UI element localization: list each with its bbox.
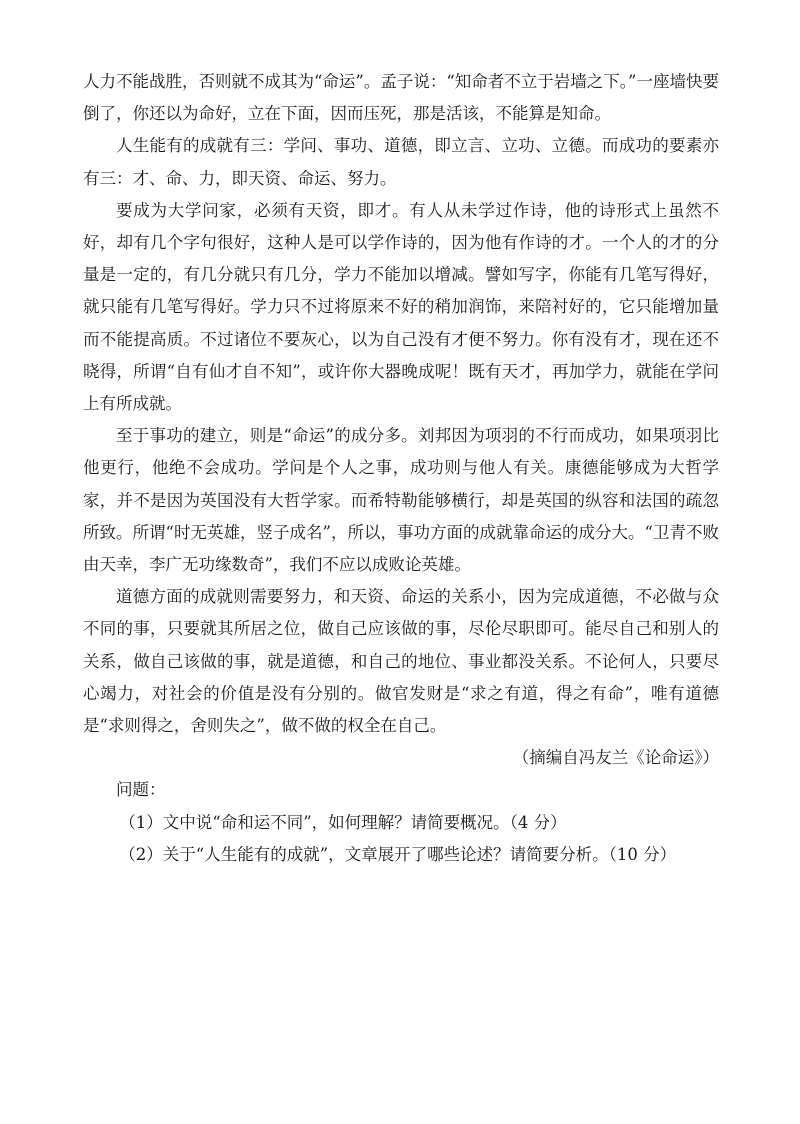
document-page: [83, 66, 719, 871]
passage-paragraph-4: 至于事功的建立，则是“命运”的成分多。刘邦因为项羽的不行而成功，如果项羽比他更行，他绝不会成功。学问是个人之事，成功则与他人有关。康德能够成为大哲学家，并不是因为英国没有大哲学家。而希特勒能够横行，却是英国的纵容和法国的疏忽所致。所谓“时无英雄，竖子成名”，所以，事功方面的成就靠命运的成分大。“卫青不败由天幸，李广无功缘数奇”，我们不应以成败论英雄。: [83, 426, 719, 575]
passage-paragraph-3: 要成为大学问家，必须有天资，即才。有人从未学过作诗，他的诗形式上虽然不好，却有几个字句很好，这种人是可以学作诗的，因为他有作诗的才。一个人的才的分量是一定的，有几分就只有几分，学力不能加以增减。譬如写字，你能有几笔写得好，就只能有几笔写得好。学力只不过将原来不好的稍加润饰，来陪衬好的，它只能增加量而不能提高质。不过诸位不要灰心，以为自己没有才便不努力。你有没有才，现在还不晓得，所谓“自有仙才自不知”，或许你大器晚成呢！既有天才，再加学力，就能在学问上有所成就。: [83, 200, 719, 414]
passage-paragraph-2: 人生能有的成就有三：学问、事功、道德，即立言、立功、立德。而成功的要素亦有三：才、命、力，即天资、命运、努力。: [83, 136, 719, 188]
passage-paragraph-1: 人力不能战胜，否则就不成其为“命运”。孟子说：“知命者不立于岩墙之下。”一座墙快要倒了，你还以为命好，立在下面，因而压死，那是活该，不能算是知命。: [83, 72, 719, 124]
question-1: （1）文中说“命和运不同”，如何理解？请简要概况。（4 分）: [119, 812, 567, 832]
source-citation: （摘编自冯友兰《论命运》）: [512, 748, 719, 768]
question-2: （2）关于“人生能有的成就”，文章展开了哪些论述？请简要分析。（10 分）: [119, 844, 677, 864]
questions-heading: 问题：: [116, 780, 166, 800]
passage-paragraph-5: 道德方面的成就则需要努力，和天资、命运的关系小，因为完成道德，不必做与众不同的事，只要就其所居之位，做自己应该做的事，尽伦尽职即可。能尽自己和别人的关系，做自己该做的事，就是道德，和自己的地位、事业都没关系。不论何人，只要尽心竭力，对社会的价值是没有分别的。做官发财是“求之有道，得之有命”，唯有道德是“求则得之，舍则失之”，做不做的权全在自己。: [83, 587, 719, 736]
